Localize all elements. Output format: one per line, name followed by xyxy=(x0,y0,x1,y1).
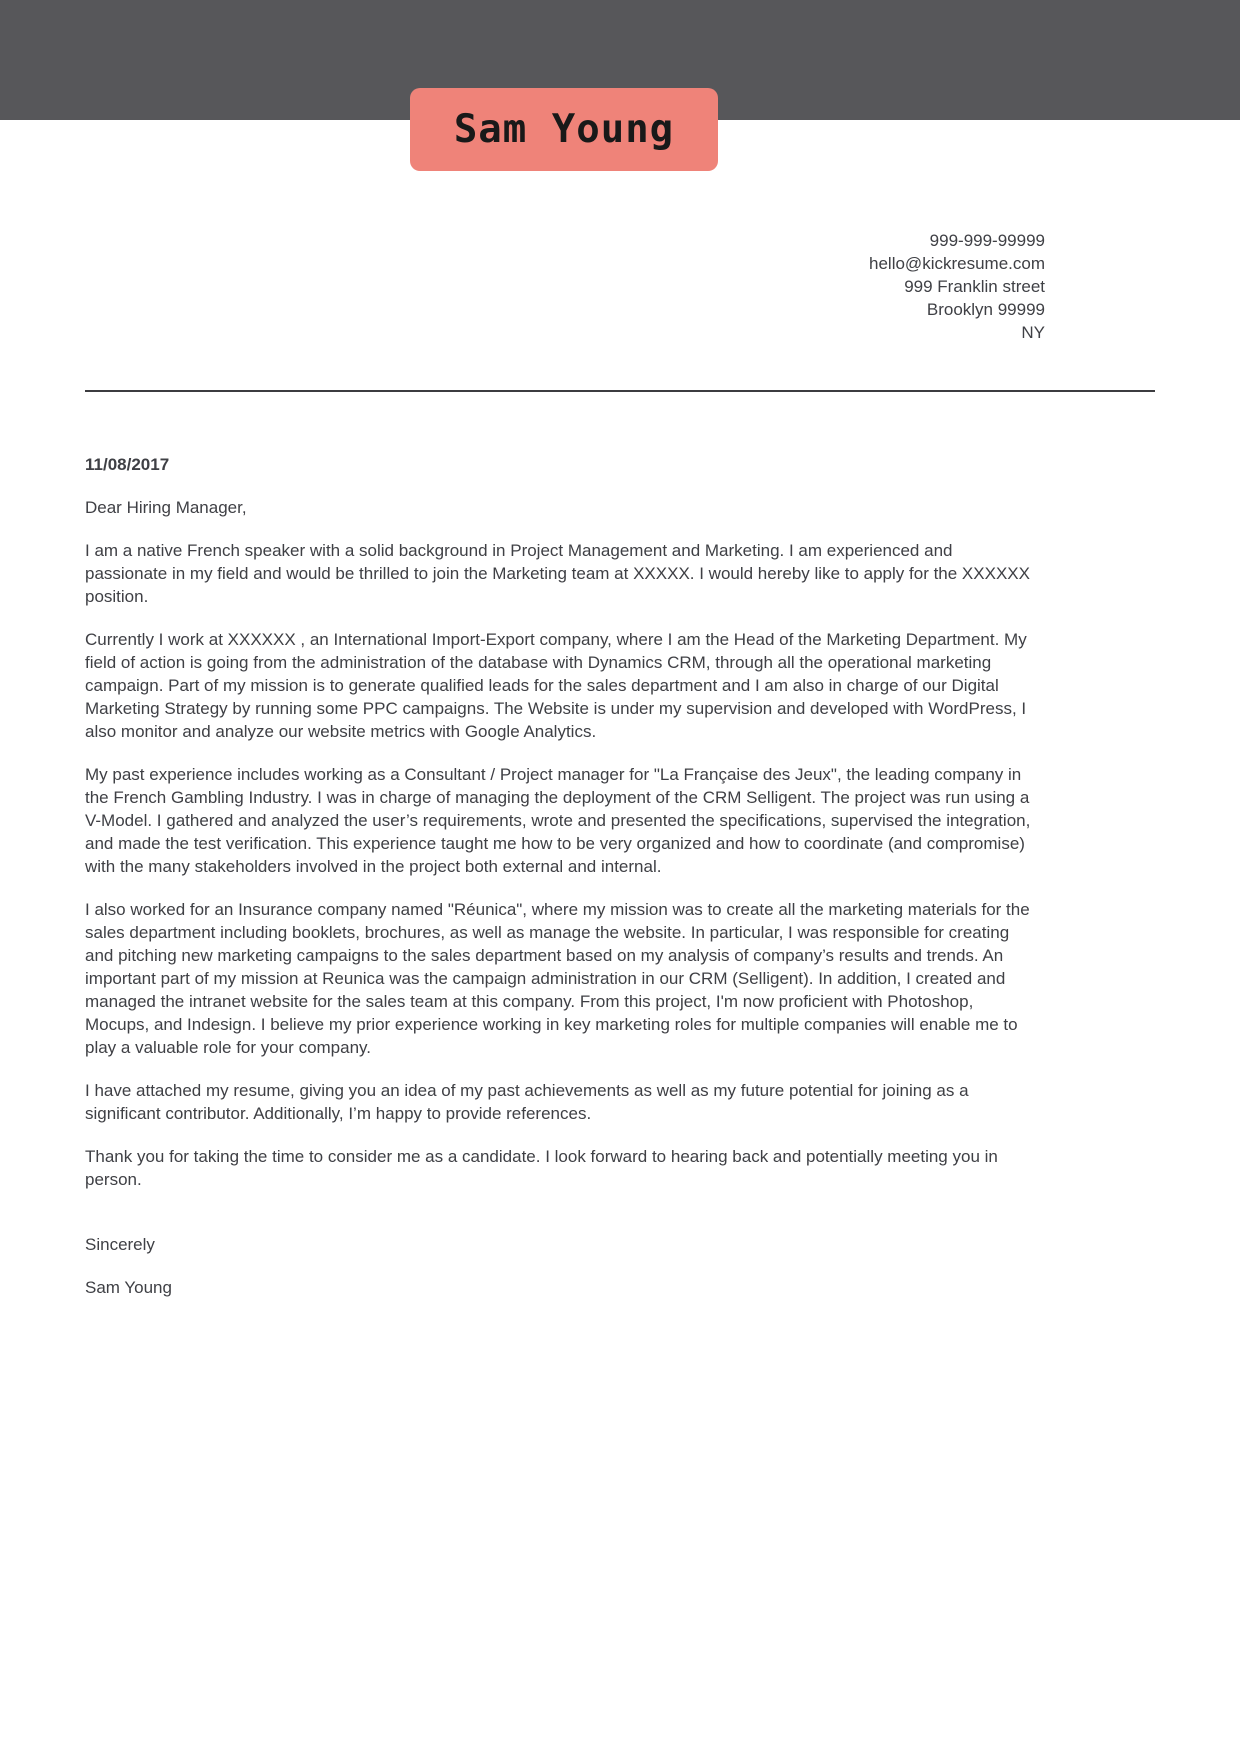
signature: Sam Young xyxy=(85,1278,172,1297)
letter-paragraph: Thank you for taking the time to consider me as a candidate. I look forward to hearing back and potentially meeting you in person. xyxy=(85,1147,998,1189)
contact-street: 999 Franklin street xyxy=(904,277,1045,296)
contact-block xyxy=(869,229,1045,344)
contact-state: NY xyxy=(1021,323,1045,342)
letter-body xyxy=(85,453,1037,1299)
contact-city: Brooklyn 99999 xyxy=(926,300,1045,319)
name-badge xyxy=(410,88,718,171)
letter-date: 11/08/2017 xyxy=(85,455,170,474)
letter-paragraph: Currently I work at XXXXXX , an International Import-Export company, where I am the Head of the Marketing Department. My field of action is going from the administration of the database with Dynamics CRM, through all the operational marketing campaign. Part of my mission is to generate qualified leads for the sales department and I am also in charge of our Digital Marketing Strategy by running some PPC campaigns. The Website is under my supervision and developed with WordPress, I also monitor and analyze our website metrics with Google Analytics. xyxy=(85,630,1027,741)
letter-paragraph: I also worked for an Insurance company named "Réunica", where my mission was to create all the marketing materials for the sales department including booklets, brochures, as well as manage the website. In particular, I was responsible for creating and pitching new marketing campaigns to the sales department based on my analysis of company’s results and trends. An important part of my mission at Reunica was the campaign administration in our CRM (Selligent). In addition, I created and managed the intranet website for the sales team at this company. From this project, I'm now proficient with Photoshop, Mocups, and Indesign. I believe my prior experience working in key marketing roles for multiple companies will enable me to play a valuable role for your company. xyxy=(85,900,1030,1057)
salutation: Dear Hiring Manager, xyxy=(85,498,247,517)
letter-paragraph: I am a native French speaker with a solid background in Project Management and Marketing. I am experienced and passionate in my field and would be thrilled to join the Marketing team at XXXXX. I would hereby like to apply for the XXXXXX position. xyxy=(85,541,1030,606)
letter-paragraph: My past experience includes working as a Consultant / Project manager for "La Française des Jeux", the leading company in the French Gambling Industry. I was in charge of managing the deployment of the CRM Selligent. The project was run using a V-Model. I gathered and analyzed the user’s requirements, wrote and presented the specifications, supervised the integration, and made the test verification. This experience taught me how to be very organized and how to coordinate (and compromise) with the many stakeholders involved in the project both external and internal. xyxy=(85,765,1031,876)
letter-paragraph: I have attached my resume, giving you an idea of my past achievements as well as my future potential for joining as a significant contributor. Additionally, I’m happy to provide references. xyxy=(85,1081,969,1123)
divider-line xyxy=(85,390,1155,392)
applicant-name: Sam Young xyxy=(453,107,675,152)
contact-phone: 999-999-99999 xyxy=(929,231,1045,250)
closing: Sincerely xyxy=(85,1235,155,1254)
contact-email: hello@kickresume.com xyxy=(869,254,1045,273)
